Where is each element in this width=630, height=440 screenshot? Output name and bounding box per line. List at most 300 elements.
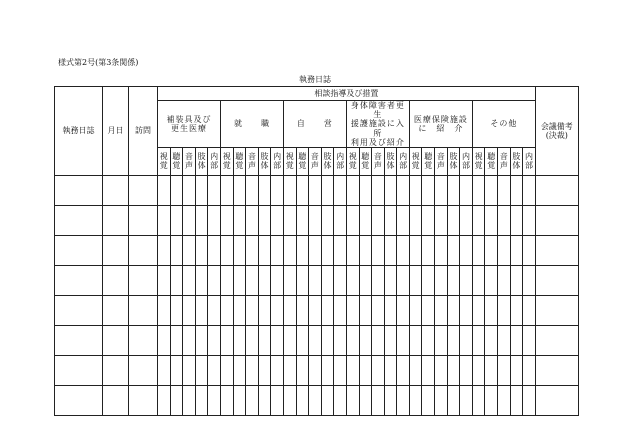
table-cell[interactable] [195, 355, 208, 385]
table-cell[interactable] [170, 385, 183, 415]
table-cell[interactable] [220, 385, 233, 415]
table-cell[interactable] [246, 205, 259, 235]
table-cell[interactable] [195, 325, 208, 355]
table-cell[interactable] [384, 175, 397, 205]
table-cell[interactable] [422, 175, 435, 205]
table-cell[interactable] [208, 325, 221, 355]
table-cell[interactable] [535, 205, 578, 235]
table-cell[interactable] [510, 325, 523, 355]
subheader-6-2: 聴 覚 [485, 147, 498, 175]
table-cell[interactable] [498, 355, 511, 385]
table-cell[interactable] [195, 235, 208, 265]
table-cell[interactable] [535, 325, 578, 355]
table-cell[interactable] [129, 205, 158, 235]
table-cell[interactable] [220, 205, 233, 235]
table-cell[interactable] [183, 265, 196, 295]
table-cell[interactable] [334, 295, 347, 325]
table-cell[interactable] [208, 175, 221, 205]
category-header-6: その他 [472, 101, 535, 148]
table-cell[interactable] [485, 265, 498, 295]
subheader-3-3: 音 声 [309, 147, 322, 175]
subheader-1-5: 内 部 [208, 147, 221, 175]
table-cell[interactable] [384, 355, 397, 385]
table-cell[interactable] [372, 265, 385, 295]
table-cell[interactable] [55, 295, 103, 325]
table-cell[interactable] [271, 295, 284, 325]
table-cell[interactable] [246, 265, 259, 295]
table-cell[interactable] [283, 175, 296, 205]
table-cell[interactable] [460, 325, 473, 355]
table-cell[interactable] [129, 385, 158, 415]
table-cell[interactable] [55, 355, 103, 385]
table-cell[interactable] [372, 295, 385, 325]
table-cell[interactable] [158, 265, 171, 295]
subheader-5-1: 視 覚 [409, 147, 422, 175]
table-cell[interactable] [208, 265, 221, 295]
table-cell[interactable] [334, 205, 347, 235]
table-cell[interactable] [233, 265, 246, 295]
table-cell[interactable] [283, 205, 296, 235]
table-cell[interactable] [103, 325, 129, 355]
table-cell[interactable] [170, 355, 183, 385]
table-cell[interactable] [409, 385, 422, 415]
table-cell[interactable] [283, 355, 296, 385]
table-cell[interactable] [183, 175, 196, 205]
subheader-2-4: 肢 体 [258, 147, 271, 175]
table-cell[interactable] [359, 385, 372, 415]
table-cell[interactable] [523, 175, 536, 205]
table-cell[interactable] [158, 205, 171, 235]
table-cell[interactable] [55, 175, 103, 205]
table-cell[interactable] [183, 235, 196, 265]
table-cell[interactable] [472, 385, 485, 415]
table-cell[interactable] [258, 385, 271, 415]
table-cell[interactable] [447, 325, 460, 355]
table-cell[interactable] [233, 295, 246, 325]
table-cell[interactable] [296, 265, 309, 295]
table-cell[interactable] [510, 295, 523, 325]
table-cell[interactable] [208, 295, 221, 325]
table-cell[interactable] [384, 265, 397, 295]
table-cell[interactable] [435, 205, 448, 235]
journal-table [54, 86, 579, 416]
table-cell[interactable] [535, 265, 578, 295]
table-cell[interactable] [258, 175, 271, 205]
table-cell[interactable] [271, 385, 284, 415]
table-cell[interactable] [485, 355, 498, 385]
subheader-5-5: 内 部 [460, 147, 473, 175]
table-cell[interactable] [309, 175, 322, 205]
table-cell[interactable] [422, 205, 435, 235]
table-cell[interactable] [384, 295, 397, 325]
table-cell[interactable] [321, 295, 334, 325]
table-cell[interactable] [346, 295, 359, 325]
table-cell[interactable] [510, 355, 523, 385]
table-cell[interactable] [409, 295, 422, 325]
table-cell[interactable] [283, 265, 296, 295]
table-cell[interactable] [498, 265, 511, 295]
table-cell[interactable] [472, 295, 485, 325]
table-cell[interactable] [183, 355, 196, 385]
table-cell[interactable] [208, 235, 221, 265]
table-cell[interactable] [129, 355, 158, 385]
table-cell[interactable] [321, 265, 334, 295]
table-cell[interactable] [334, 355, 347, 385]
table-cell[interactable] [246, 385, 259, 415]
table-cell[interactable] [195, 265, 208, 295]
table-cell[interactable] [170, 325, 183, 355]
subheader-1-4: 肢 体 [195, 147, 208, 175]
table-cell[interactable] [447, 205, 460, 235]
table-cell[interactable] [158, 175, 171, 205]
table-cell[interactable] [384, 205, 397, 235]
table-cell[interactable] [296, 385, 309, 415]
table-cell[interactable] [258, 355, 271, 385]
table-cell[interactable] [334, 175, 347, 205]
table-cell[interactable] [498, 325, 511, 355]
table-cell[interactable] [183, 325, 196, 355]
table-cell[interactable] [233, 325, 246, 355]
table-cell[interactable] [183, 385, 196, 415]
table-cell[interactable] [535, 295, 578, 325]
table-cell[interactable] [220, 295, 233, 325]
table-cell[interactable] [55, 235, 103, 265]
table-cell[interactable] [321, 325, 334, 355]
table-cell[interactable] [397, 175, 410, 205]
table-cell[interactable] [334, 235, 347, 265]
table-cell[interactable] [359, 265, 372, 295]
category-header-2: 就 職 [220, 101, 283, 148]
table-cell[interactable] [384, 235, 397, 265]
table-cell[interactable] [55, 265, 103, 295]
table-cell[interactable] [498, 175, 511, 205]
table-cell[interactable] [309, 235, 322, 265]
table-cell[interactable] [334, 325, 347, 355]
table-cell[interactable] [359, 355, 372, 385]
table-cell[interactable] [409, 205, 422, 235]
table-cell[interactable] [129, 295, 158, 325]
table-cell[interactable] [296, 295, 309, 325]
header-row-1 [55, 87, 579, 101]
table-cell[interactable] [523, 265, 536, 295]
table-cell[interactable] [472, 205, 485, 235]
table-cell[interactable] [258, 325, 271, 355]
table-cell[interactable] [510, 205, 523, 235]
table-cell[interactable] [359, 175, 372, 205]
table-cell[interactable] [346, 325, 359, 355]
table-cell[interactable] [460, 385, 473, 415]
table-cell[interactable] [498, 235, 511, 265]
table-cell[interactable] [535, 235, 578, 265]
table-cell[interactable] [460, 265, 473, 295]
table-cell[interactable] [55, 205, 103, 235]
table-cell[interactable] [498, 205, 511, 235]
table-cell[interactable] [296, 235, 309, 265]
table-cell[interactable] [372, 205, 385, 235]
table-cell[interactable] [246, 325, 259, 355]
table-cell[interactable] [523, 235, 536, 265]
header-remarks: 会議備考 (決裁) [535, 87, 578, 176]
table-cell[interactable] [346, 205, 359, 235]
table-cell[interactable] [103, 355, 129, 385]
subheader-3-1: 視 覚 [283, 147, 296, 175]
table-cell[interactable] [158, 355, 171, 385]
table-cell[interactable] [359, 235, 372, 265]
table-cell[interactable] [485, 295, 498, 325]
table-cell[interactable] [321, 385, 334, 415]
table-cell[interactable] [321, 175, 334, 205]
table-cell[interactable] [170, 295, 183, 325]
table-cell[interactable] [422, 235, 435, 265]
table-cell[interactable] [129, 235, 158, 265]
table-cell[interactable] [435, 325, 448, 355]
table-cell[interactable] [498, 385, 511, 415]
table-cell[interactable] [535, 175, 578, 205]
table-cell[interactable] [183, 295, 196, 325]
table-cell[interactable] [460, 175, 473, 205]
table-cell[interactable] [321, 235, 334, 265]
table-cell[interactable] [309, 205, 322, 235]
table-cell[interactable] [422, 355, 435, 385]
table-cell[interactable] [233, 205, 246, 235]
subheader-5-3: 音 声 [435, 147, 448, 175]
table-cell[interactable] [397, 325, 410, 355]
table-cell[interactable] [158, 385, 171, 415]
table-row [55, 385, 579, 415]
table-cell[interactable] [535, 355, 578, 385]
table-cell[interactable] [309, 385, 322, 415]
table-cell[interactable] [183, 205, 196, 235]
table-cell[interactable] [485, 325, 498, 355]
table-cell[interactable] [271, 355, 284, 385]
table-cell[interactable] [103, 235, 129, 265]
table-cell[interactable] [510, 385, 523, 415]
table-cell[interactable] [334, 385, 347, 415]
table-cell[interactable] [397, 265, 410, 295]
table-cell[interactable] [523, 355, 536, 385]
table-cell[interactable] [233, 355, 246, 385]
table-cell[interactable] [103, 175, 129, 205]
subheader-2-1: 視 覚 [220, 147, 233, 175]
table-cell[interactable] [296, 325, 309, 355]
table-cell[interactable] [447, 385, 460, 415]
table-cell[interactable] [498, 295, 511, 325]
table-cell[interactable] [233, 385, 246, 415]
table-cell[interactable] [233, 235, 246, 265]
table-cell[interactable] [447, 295, 460, 325]
table-cell[interactable] [422, 265, 435, 295]
table-cell[interactable] [220, 235, 233, 265]
table-cell[interactable] [372, 355, 385, 385]
table-cell[interactable] [359, 295, 372, 325]
table-cell[interactable] [397, 295, 410, 325]
table-cell[interactable] [321, 355, 334, 385]
table-cell[interactable] [271, 325, 284, 355]
table-cell[interactable] [103, 385, 129, 415]
table-cell[interactable] [208, 385, 221, 415]
table-cell[interactable] [346, 385, 359, 415]
table-cell[interactable] [258, 265, 271, 295]
table-cell[interactable] [372, 325, 385, 355]
table-cell[interactable] [170, 175, 183, 205]
table-cell[interactable] [523, 295, 536, 325]
table-cell[interactable] [346, 175, 359, 205]
table-cell[interactable] [55, 325, 103, 355]
table-cell[interactable] [523, 385, 536, 415]
table-cell[interactable] [510, 265, 523, 295]
subheader-3-5: 内 部 [334, 147, 347, 175]
table-cell[interactable] [472, 175, 485, 205]
table-cell[interactable] [447, 355, 460, 385]
table-cell[interactable] [195, 385, 208, 415]
table-cell[interactable] [422, 325, 435, 355]
table-cell[interactable] [435, 175, 448, 205]
table-cell[interactable] [258, 295, 271, 325]
table-cell[interactable] [346, 265, 359, 295]
table-cell[interactable] [510, 175, 523, 205]
table-cell[interactable] [195, 295, 208, 325]
table-cell[interactable] [485, 235, 498, 265]
table-cell[interactable] [296, 205, 309, 235]
table-cell[interactable] [246, 295, 259, 325]
table-cell[interactable] [334, 265, 347, 295]
table-cell[interactable] [435, 235, 448, 265]
table-cell[interactable] [422, 295, 435, 325]
table-cell[interactable] [397, 205, 410, 235]
subheader-6-4: 肢 体 [510, 147, 523, 175]
table-cell[interactable] [346, 355, 359, 385]
table-cell[interactable] [535, 385, 578, 415]
subheader-5-2: 聴 覚 [422, 147, 435, 175]
subheader-1-3: 音 声 [183, 147, 196, 175]
table-cell[interactable] [409, 325, 422, 355]
table-cell[interactable] [208, 355, 221, 385]
table-cell[interactable] [103, 205, 129, 235]
table-cell[interactable] [409, 265, 422, 295]
table-cell[interactable] [283, 385, 296, 415]
subheader-4-1: 視 覚 [346, 147, 359, 175]
table-cell[interactable] [409, 175, 422, 205]
table-row [55, 295, 579, 325]
table-cell[interactable] [409, 355, 422, 385]
table-cell[interactable] [271, 265, 284, 295]
table-cell[interactable] [397, 355, 410, 385]
table-cell[interactable] [435, 295, 448, 325]
table-cell[interactable] [309, 325, 322, 355]
table-cell[interactable] [170, 265, 183, 295]
table-cell[interactable] [258, 205, 271, 235]
table-cell[interactable] [384, 325, 397, 355]
table-cell[interactable] [129, 175, 158, 205]
table-cell[interactable] [372, 235, 385, 265]
table-cell[interactable] [472, 265, 485, 295]
table-cell[interactable] [485, 175, 498, 205]
table-cell[interactable] [103, 295, 129, 325]
table-cell[interactable] [409, 235, 422, 265]
table-cell[interactable] [472, 235, 485, 265]
table-cell[interactable] [296, 355, 309, 385]
form-number-label: 様式第2号(第3条関係) [58, 58, 139, 67]
table-cell[interactable] [220, 175, 233, 205]
table-cell[interactable] [372, 175, 385, 205]
table-cell[interactable] [346, 235, 359, 265]
table-cell[interactable] [283, 295, 296, 325]
table-cell[interactable] [158, 325, 171, 355]
table-cell[interactable] [321, 205, 334, 235]
table-cell[interactable] [271, 175, 284, 205]
table-cell[interactable] [103, 265, 129, 295]
table-cell[interactable] [55, 385, 103, 415]
table-cell[interactable] [422, 385, 435, 415]
table-cell[interactable] [372, 385, 385, 415]
table-cell[interactable] [309, 355, 322, 385]
table-cell[interactable] [129, 265, 158, 295]
table-cell[interactable] [158, 235, 171, 265]
table-cell[interactable] [208, 205, 221, 235]
table-cell[interactable] [195, 205, 208, 235]
table-cell[interactable] [384, 385, 397, 415]
table-cell[interactable] [485, 205, 498, 235]
table-cell[interactable] [485, 385, 498, 415]
table-cell[interactable] [195, 175, 208, 205]
category-header-4: 身体障害者更生 援護施設に入所 利用及び紹介 [346, 101, 409, 148]
table-cell[interactable] [397, 235, 410, 265]
table-cell[interactable] [435, 265, 448, 295]
table-cell[interactable] [220, 265, 233, 295]
table-cell[interactable] [460, 355, 473, 385]
table-cell[interactable] [359, 205, 372, 235]
subheader-1-1: 視 覚 [158, 147, 171, 175]
table-cell[interactable] [523, 205, 536, 235]
table-cell[interactable] [460, 235, 473, 265]
table-cell[interactable] [447, 235, 460, 265]
table-cell[interactable] [523, 325, 536, 355]
table-cell[interactable] [283, 235, 296, 265]
table-cell[interactable] [158, 295, 171, 325]
subheader-6-5: 内 部 [523, 147, 536, 175]
table-cell[interactable] [397, 385, 410, 415]
table-cell[interactable] [435, 355, 448, 385]
table-cell[interactable] [233, 175, 246, 205]
table-cell[interactable] [129, 325, 158, 355]
table-cell[interactable] [220, 355, 233, 385]
table-row [55, 175, 579, 205]
table-cell[interactable] [271, 235, 284, 265]
table-cell[interactable] [472, 325, 485, 355]
table-cell[interactable] [246, 355, 259, 385]
table-cell[interactable] [220, 325, 233, 355]
table-cell[interactable] [309, 295, 322, 325]
header-nichishi: 執務日誌 [55, 87, 103, 176]
table-cell[interactable] [283, 325, 296, 355]
table-cell[interactable] [246, 175, 259, 205]
table-cell[interactable] [258, 235, 271, 265]
table-cell[interactable] [359, 325, 372, 355]
table-cell[interactable] [435, 385, 448, 415]
table-cell[interactable] [447, 175, 460, 205]
table-cell[interactable] [271, 205, 284, 235]
table-cell[interactable] [472, 355, 485, 385]
table-cell[interactable] [460, 295, 473, 325]
table-cell[interactable] [309, 265, 322, 295]
table-cell[interactable] [510, 235, 523, 265]
table-cell[interactable] [447, 265, 460, 295]
table-cell[interactable] [460, 205, 473, 235]
table-cell[interactable] [296, 175, 309, 205]
table-cell[interactable] [170, 235, 183, 265]
table-cell[interactable] [170, 205, 183, 235]
table-cell[interactable] [246, 235, 259, 265]
